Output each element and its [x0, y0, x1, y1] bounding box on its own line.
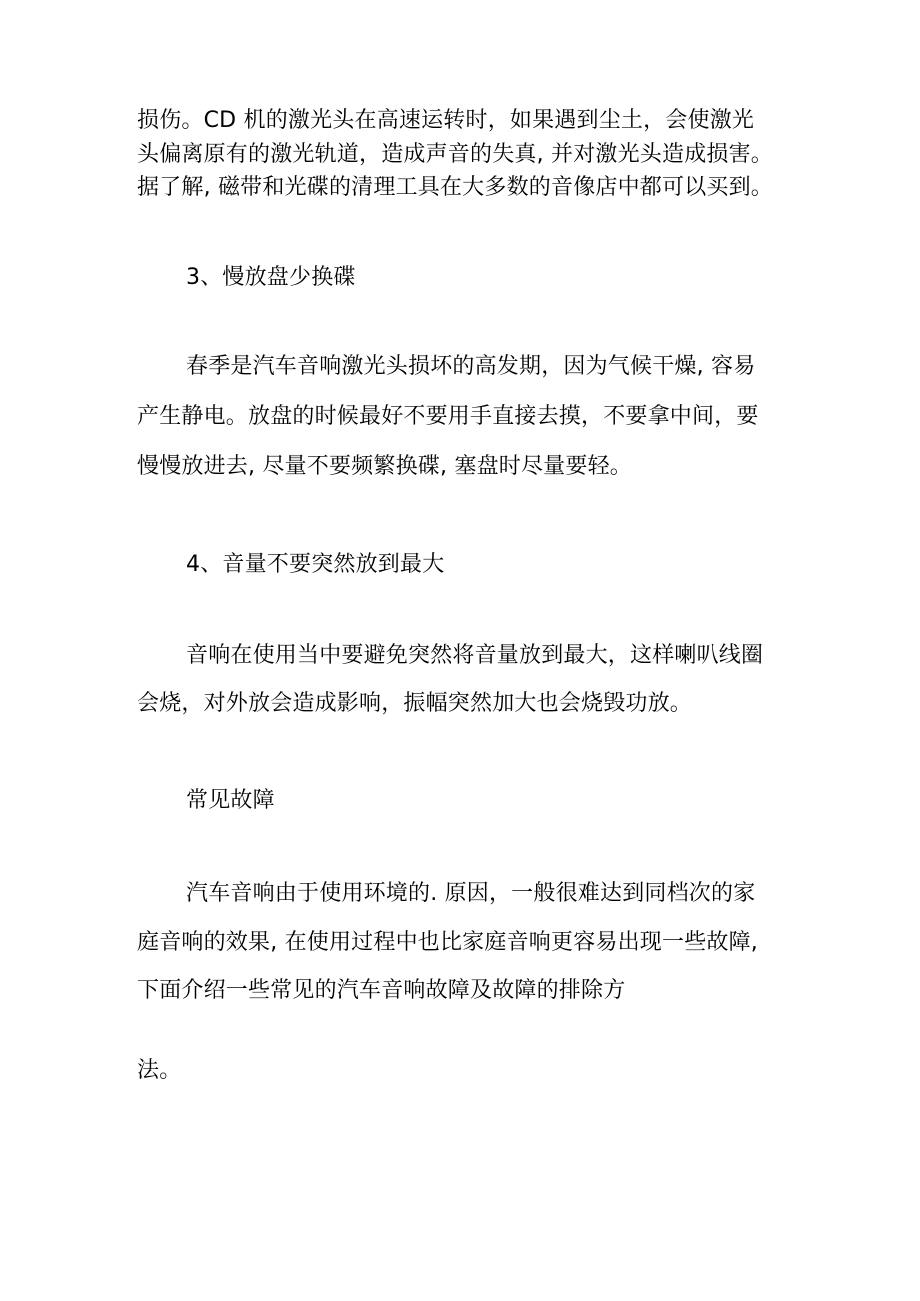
faults-heading: 常见故障: [186, 788, 275, 813]
section4-line-2: 会烧，对外放会造成影响，振幅突然加大也会烧毁功放。: [137, 691, 693, 716]
intro-line-1: 损伤。CD 机的激光头在高速运转时，如果遇到尘土，会使激光: [137, 108, 755, 133]
section3-line-1: 春季是汽车音响激光头损坏的高发期，因为气候干燥, 容易: [186, 354, 756, 379]
intro-line-3: 据了解, 磁带和光碟的清理工具在大多数的音像店中都可以买到。: [137, 175, 773, 200]
faults-line-1: 汽车音响由于使用环境的. 原因，一般很难达到同档次的家: [186, 881, 756, 906]
section3-heading: 3、慢放盘少换碟: [186, 265, 356, 290]
faults-line-4: 法。: [137, 1058, 182, 1083]
section3-line-2: 产生静电。放盘的时候最好不要用手直接去摸，不要拿中间，要: [137, 404, 759, 429]
section3-line-3: 慢慢放进去, 尽量不要频繁换碟, 塞盘时尽量要轻。: [137, 454, 632, 479]
faults-line-3: 下面介绍一些常见的汽车音响故障及故障的排除方: [137, 978, 626, 1003]
section4-line-1: 音响在使用当中要避免突然将音量放到最大，这样喇叭线圈: [186, 643, 764, 668]
intro-line-2: 头偏离原有的激光轨道，造成声音的失真, 并对激光头造成损害。: [137, 142, 773, 167]
section4-heading: 4、音量不要突然放到最大: [186, 552, 445, 577]
faults-line-2: 庭音响的效果, 在使用过程中也比家庭音响更容易出现一些故障,: [137, 930, 758, 955]
